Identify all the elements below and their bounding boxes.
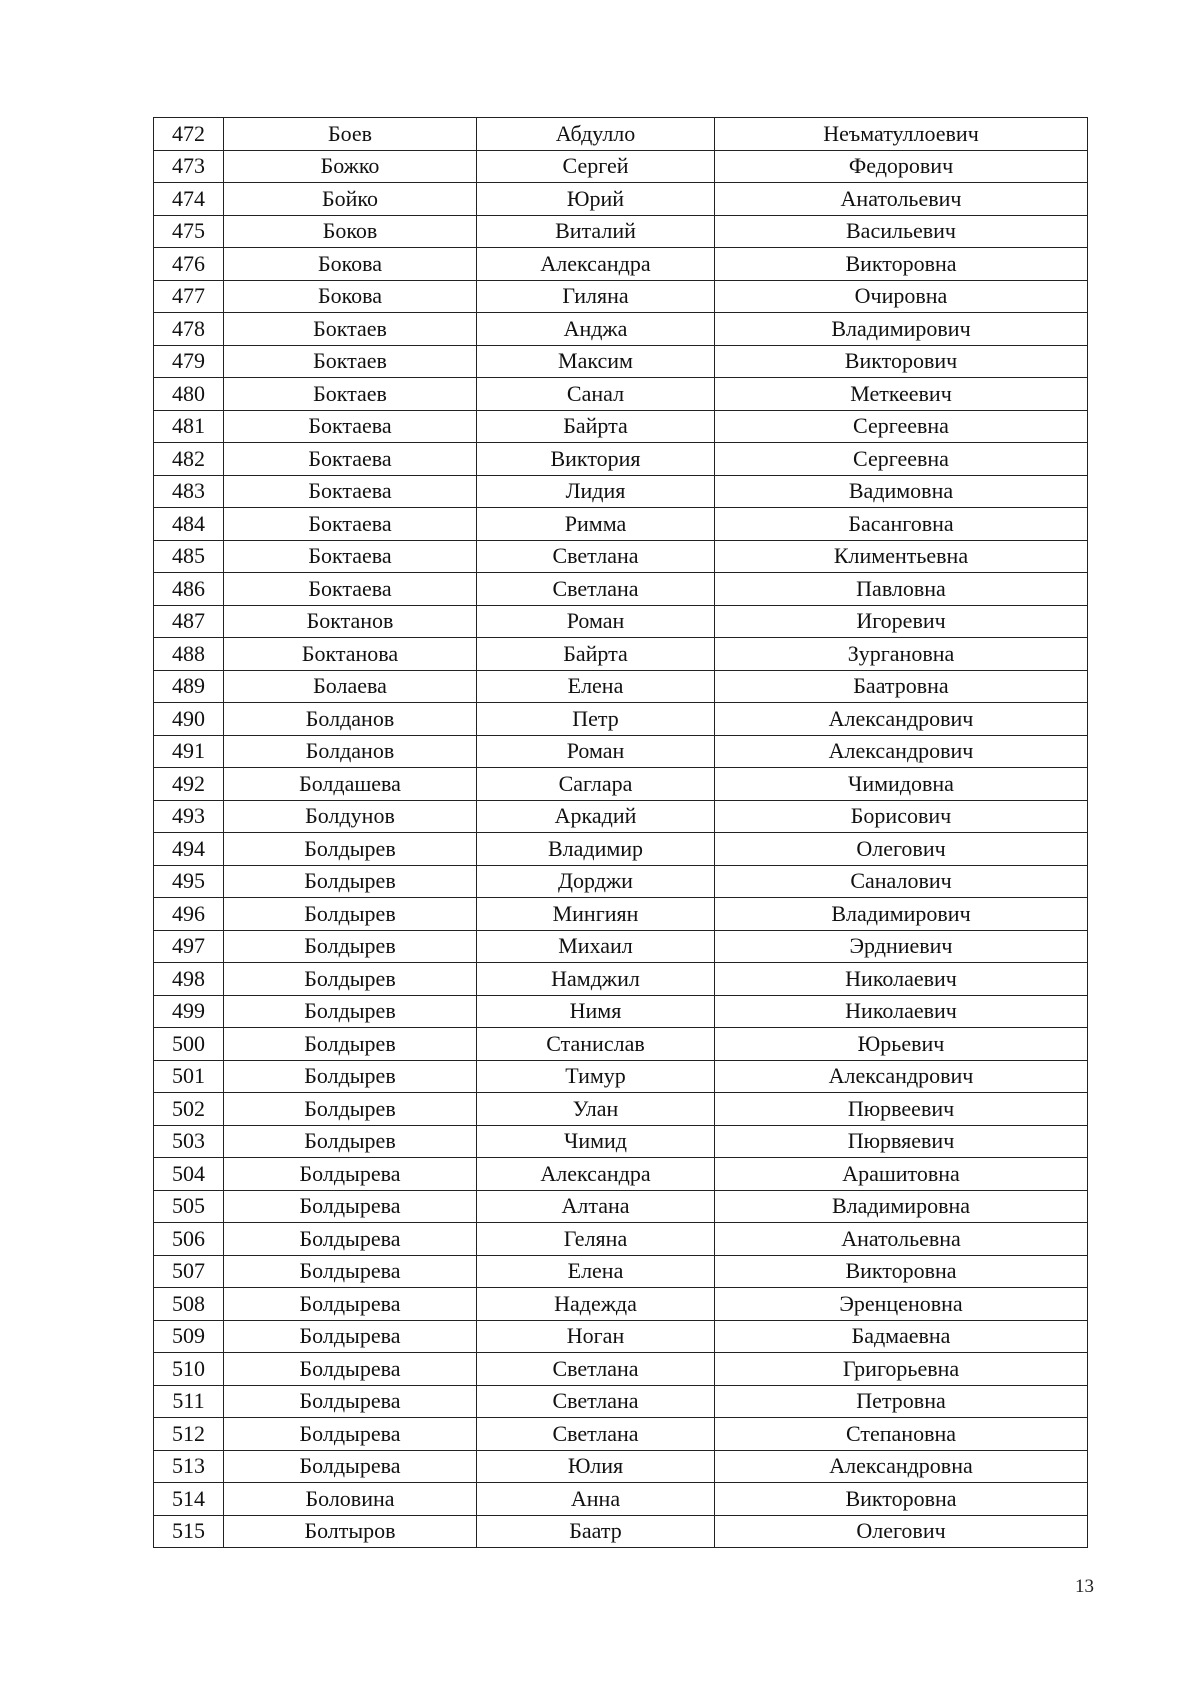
row-number-cell: 476 (154, 248, 224, 281)
surname-cell: Болдырев (224, 995, 477, 1028)
surname-cell: Болдырев (224, 1060, 477, 1093)
first-name-cell: Елена (477, 1255, 715, 1288)
surname-cell: Болдырев (224, 1028, 477, 1061)
table-row (154, 898, 1088, 931)
first-name-cell: Светлана (477, 1418, 715, 1451)
surname-cell: Боктаев (224, 345, 477, 378)
table-row (154, 1223, 1088, 1256)
surname-cell: Боктаева (224, 508, 477, 541)
row-number-cell: 501 (154, 1060, 224, 1093)
table-row (154, 930, 1088, 963)
row-number-cell: 489 (154, 670, 224, 703)
table-row (154, 963, 1088, 996)
row-number-cell: 496 (154, 898, 224, 931)
patronymic-cell: Чимидовна (715, 768, 1088, 801)
table-row (154, 670, 1088, 703)
table-row (154, 1450, 1088, 1483)
surname-cell: Боев (224, 118, 477, 151)
table-row (154, 1385, 1088, 1418)
surname-cell: Болдырева (224, 1353, 477, 1386)
patronymic-cell: Федорович (715, 150, 1088, 183)
table-row (154, 118, 1088, 151)
patronymic-cell: Зургановна (715, 638, 1088, 671)
page-number: 13 (1075, 1576, 1094, 1597)
surname-cell: Болдырев (224, 963, 477, 996)
row-number-cell: 492 (154, 768, 224, 801)
first-name-cell: Алтана (477, 1190, 715, 1223)
patronymic-cell: Сергеевна (715, 443, 1088, 476)
row-number-cell: 503 (154, 1125, 224, 1158)
patronymic-cell: Александрович (715, 735, 1088, 768)
first-name-cell: Виталий (477, 215, 715, 248)
row-number-cell: 504 (154, 1158, 224, 1191)
first-name-cell: Надежда (477, 1288, 715, 1321)
row-number-cell: 511 (154, 1385, 224, 1418)
patronymic-cell: Эрдниевич (715, 930, 1088, 963)
first-name-cell: Байрта (477, 638, 715, 671)
surname-cell: Боктаев (224, 313, 477, 346)
first-name-cell: Санал (477, 378, 715, 411)
table-row (154, 638, 1088, 671)
row-number-cell: 509 (154, 1320, 224, 1353)
row-number-cell: 485 (154, 540, 224, 573)
surname-cell: Болдырев (224, 1125, 477, 1158)
first-name-cell: Владимир (477, 833, 715, 866)
patronymic-cell: Борисович (715, 800, 1088, 833)
patronymic-cell: Владимирович (715, 898, 1088, 931)
table-row (154, 183, 1088, 216)
surname-cell: Болдырев (224, 1093, 477, 1126)
row-number-cell: 499 (154, 995, 224, 1028)
first-name-cell: Михаил (477, 930, 715, 963)
patronymic-cell: Викторовна (715, 248, 1088, 281)
patronymic-cell: Викторович (715, 345, 1088, 378)
row-number-cell: 498 (154, 963, 224, 996)
surname-cell: Бокова (224, 280, 477, 313)
first-name-cell: Аркадий (477, 800, 715, 833)
row-number-cell: 480 (154, 378, 224, 411)
row-number-cell: 508 (154, 1288, 224, 1321)
first-name-cell: Улан (477, 1093, 715, 1126)
surname-cell: Боктанов (224, 605, 477, 638)
table-row (154, 573, 1088, 606)
patronymic-cell: Эренценовна (715, 1288, 1088, 1321)
surname-cell: Бокова (224, 248, 477, 281)
row-number-cell: 507 (154, 1255, 224, 1288)
first-name-cell: Петр (477, 703, 715, 736)
patronymic-cell: Климентьевна (715, 540, 1088, 573)
first-name-cell: Сергей (477, 150, 715, 183)
patronymic-cell: Петровна (715, 1385, 1088, 1418)
table-row (154, 735, 1088, 768)
table-row (154, 1028, 1088, 1061)
surname-cell: Божко (224, 150, 477, 183)
first-name-cell: Дорджи (477, 865, 715, 898)
first-name-cell: Анна (477, 1483, 715, 1516)
row-number-cell: 514 (154, 1483, 224, 1516)
first-name-cell: Юрий (477, 183, 715, 216)
row-number-cell: 474 (154, 183, 224, 216)
patronymic-cell: Баатровна (715, 670, 1088, 703)
surname-cell: Болаева (224, 670, 477, 703)
surname-cell: Боктаева (224, 573, 477, 606)
surname-cell: Боктанова (224, 638, 477, 671)
patronymic-cell: Пюрвеевич (715, 1093, 1088, 1126)
row-number-cell: 483 (154, 475, 224, 508)
table-row (154, 1288, 1088, 1321)
surname-cell: Болдырев (224, 898, 477, 931)
patronymic-cell: Павловна (715, 573, 1088, 606)
table-row (154, 995, 1088, 1028)
table-row (154, 443, 1088, 476)
table-row (154, 703, 1088, 736)
patronymic-cell: Николаевич (715, 963, 1088, 996)
first-name-cell: Виктория (477, 443, 715, 476)
row-number-cell: 493 (154, 800, 224, 833)
first-name-cell: Елена (477, 670, 715, 703)
names-table (153, 117, 1088, 1548)
patronymic-cell: Олегович (715, 1515, 1088, 1548)
row-number-cell: 472 (154, 118, 224, 151)
row-number-cell: 491 (154, 735, 224, 768)
surname-cell: Болдырева (224, 1450, 477, 1483)
table-row (154, 768, 1088, 801)
table-row (154, 1320, 1088, 1353)
row-number-cell: 490 (154, 703, 224, 736)
row-number-cell: 488 (154, 638, 224, 671)
table-row (154, 1093, 1088, 1126)
row-number-cell: 510 (154, 1353, 224, 1386)
patronymic-cell: Анатольевна (715, 1223, 1088, 1256)
surname-cell: Болдырева (224, 1385, 477, 1418)
patronymic-cell: Очировна (715, 280, 1088, 313)
surname-cell: Боктаева (224, 540, 477, 573)
table-row (154, 410, 1088, 443)
table-row (154, 215, 1088, 248)
surname-cell: Болдырева (224, 1255, 477, 1288)
patronymic-cell: Саналович (715, 865, 1088, 898)
surname-cell: Болдырева (224, 1158, 477, 1191)
row-number-cell: 482 (154, 443, 224, 476)
first-name-cell: Баатр (477, 1515, 715, 1548)
surname-cell: Болданов (224, 703, 477, 736)
first-name-cell: Светлана (477, 1353, 715, 1386)
patronymic-cell: Викторовна (715, 1483, 1088, 1516)
table-row (154, 1190, 1088, 1223)
surname-cell: Болдашева (224, 768, 477, 801)
surname-cell: Болдырев (224, 833, 477, 866)
row-number-cell: 505 (154, 1190, 224, 1223)
table-row (154, 1158, 1088, 1191)
row-number-cell: 477 (154, 280, 224, 313)
surname-cell: Боктаева (224, 410, 477, 443)
row-number-cell: 500 (154, 1028, 224, 1061)
first-name-cell: Юлия (477, 1450, 715, 1483)
patronymic-cell: Анатольевич (715, 183, 1088, 216)
patronymic-cell: Александрович (715, 703, 1088, 736)
patronymic-cell: Басанговна (715, 508, 1088, 541)
patronymic-cell: Пюрвяевич (715, 1125, 1088, 1158)
first-name-cell: Тимур (477, 1060, 715, 1093)
row-number-cell: 478 (154, 313, 224, 346)
first-name-cell: Максим (477, 345, 715, 378)
table-row (154, 508, 1088, 541)
row-number-cell: 484 (154, 508, 224, 541)
patronymic-cell: Арашитовна (715, 1158, 1088, 1191)
surname-cell: Болтыров (224, 1515, 477, 1548)
table-row (154, 1483, 1088, 1516)
first-name-cell: Светлана (477, 573, 715, 606)
surname-cell: Боков (224, 215, 477, 248)
patronymic-cell: Григорьевна (715, 1353, 1088, 1386)
first-name-cell: Роман (477, 735, 715, 768)
surname-cell: Болдырева (224, 1418, 477, 1451)
surname-cell: Боктаева (224, 443, 477, 476)
surname-cell: Болдырева (224, 1320, 477, 1353)
first-name-cell: Нимя (477, 995, 715, 1028)
surname-cell: Болдунов (224, 800, 477, 833)
patronymic-cell: Юрьевич (715, 1028, 1088, 1061)
first-name-cell: Светлана (477, 1385, 715, 1418)
first-name-cell: Саглара (477, 768, 715, 801)
table-row (154, 313, 1088, 346)
surname-cell: Болдырева (224, 1288, 477, 1321)
first-name-cell: Александра (477, 1158, 715, 1191)
table-row (154, 345, 1088, 378)
surname-cell: Болдырев (224, 930, 477, 963)
first-name-cell: Анджа (477, 313, 715, 346)
row-number-cell: 479 (154, 345, 224, 378)
table-row (154, 280, 1088, 313)
row-number-cell: 475 (154, 215, 224, 248)
table-row (154, 1125, 1088, 1158)
patronymic-cell: Александрович (715, 1060, 1088, 1093)
table-row (154, 1418, 1088, 1451)
table-row (154, 378, 1088, 411)
row-number-cell: 512 (154, 1418, 224, 1451)
surname-cell: Боловина (224, 1483, 477, 1516)
surname-cell: Болдырева (224, 1223, 477, 1256)
first-name-cell: Станислав (477, 1028, 715, 1061)
row-number-cell: 473 (154, 150, 224, 183)
first-name-cell: Римма (477, 508, 715, 541)
patronymic-cell: Игоревич (715, 605, 1088, 638)
first-name-cell: Ноган (477, 1320, 715, 1353)
patronymic-cell: Бадмаевна (715, 1320, 1088, 1353)
first-name-cell: Мингиян (477, 898, 715, 931)
row-number-cell: 502 (154, 1093, 224, 1126)
row-number-cell: 495 (154, 865, 224, 898)
patronymic-cell: Александровна (715, 1450, 1088, 1483)
first-name-cell: Лидия (477, 475, 715, 508)
surname-cell: Боктаев (224, 378, 477, 411)
first-name-cell: Чимид (477, 1125, 715, 1158)
first-name-cell: Намджил (477, 963, 715, 996)
row-number-cell: 513 (154, 1450, 224, 1483)
table-row (154, 800, 1088, 833)
patronymic-cell: Николаевич (715, 995, 1088, 1028)
table-row (154, 475, 1088, 508)
first-name-cell: Светлана (477, 540, 715, 573)
table-row (154, 150, 1088, 183)
row-number-cell: 487 (154, 605, 224, 638)
patronymic-cell: Сергеевна (715, 410, 1088, 443)
first-name-cell: Байрта (477, 410, 715, 443)
surname-cell: Болданов (224, 735, 477, 768)
patronymic-cell: Олегович (715, 833, 1088, 866)
first-name-cell: Абдулло (477, 118, 715, 151)
row-number-cell: 486 (154, 573, 224, 606)
table-row (154, 1515, 1088, 1548)
patronymic-cell: Васильевич (715, 215, 1088, 248)
first-name-cell: Гиляна (477, 280, 715, 313)
table-row (154, 865, 1088, 898)
row-number-cell: 506 (154, 1223, 224, 1256)
first-name-cell: Роман (477, 605, 715, 638)
patronymic-cell: Владимирович (715, 313, 1088, 346)
table-row (154, 1255, 1088, 1288)
patronymic-cell: Владимировна (715, 1190, 1088, 1223)
table-row (154, 1060, 1088, 1093)
row-number-cell: 494 (154, 833, 224, 866)
patronymic-cell: Меткеевич (715, 378, 1088, 411)
table-row (154, 605, 1088, 638)
table-row (154, 540, 1088, 573)
surname-cell: Болдырев (224, 865, 477, 898)
names-table-body (154, 118, 1088, 1548)
row-number-cell: 497 (154, 930, 224, 963)
patronymic-cell: Неъматуллоевич (715, 118, 1088, 151)
first-name-cell: Геляна (477, 1223, 715, 1256)
table-row (154, 833, 1088, 866)
patronymic-cell: Викторовна (715, 1255, 1088, 1288)
patronymic-cell: Вадимовна (715, 475, 1088, 508)
table-row (154, 1353, 1088, 1386)
surname-cell: Болдырева (224, 1190, 477, 1223)
first-name-cell: Александра (477, 248, 715, 281)
row-number-cell: 481 (154, 410, 224, 443)
table-row (154, 248, 1088, 281)
surname-cell: Боктаева (224, 475, 477, 508)
row-number-cell: 515 (154, 1515, 224, 1548)
surname-cell: Бойко (224, 183, 477, 216)
patronymic-cell: Степановна (715, 1418, 1088, 1451)
